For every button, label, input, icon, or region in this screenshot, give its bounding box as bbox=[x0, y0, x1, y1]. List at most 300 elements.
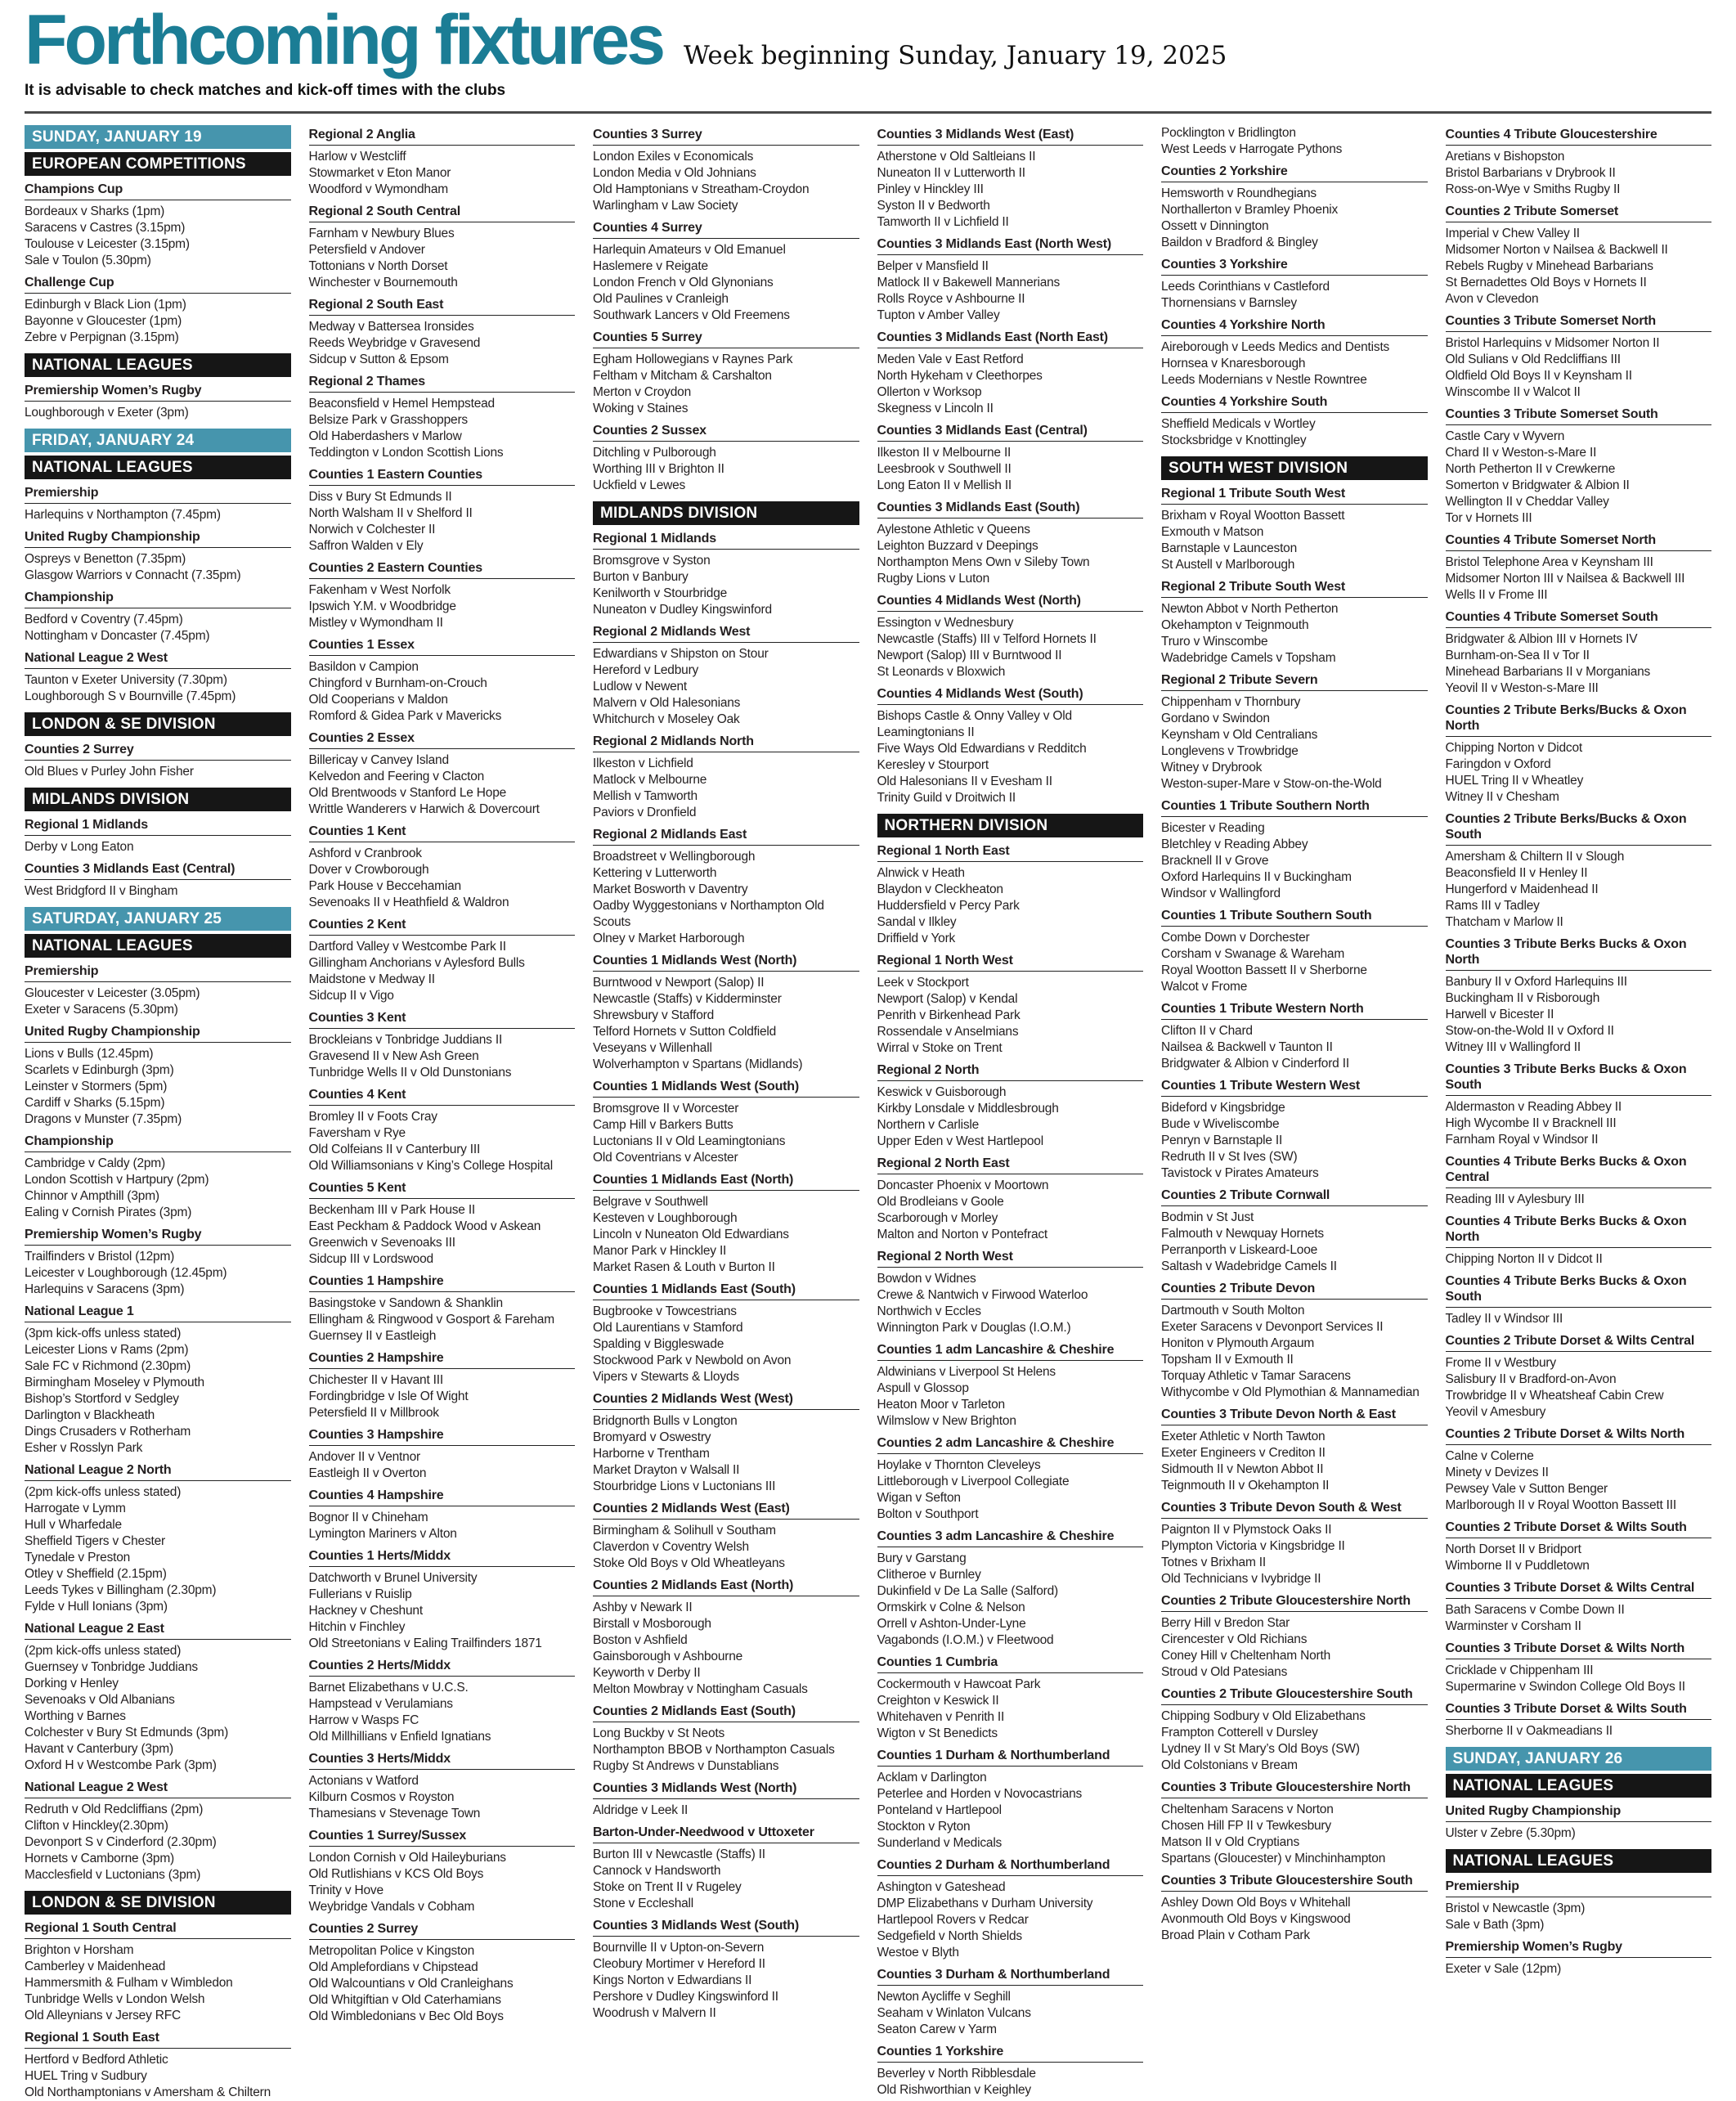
fixture: Gainsborough v Ashbourne bbox=[593, 1649, 743, 1663]
fixture: Tynedale v Preston bbox=[25, 1550, 131, 1565]
fixture: Sevenoaks II v Heathfield & Waldron bbox=[308, 895, 509, 909]
fixture: Olney v Market Harborough bbox=[593, 931, 745, 945]
fixture: Wigan v Sefton bbox=[877, 1490, 961, 1505]
fixture: Kenilworth v Stourbridge bbox=[593, 586, 728, 600]
league-header: National League 1 bbox=[25, 1304, 291, 1322]
league-header: National League 2 West bbox=[25, 650, 291, 669]
fixture: Gravesend II v New Ash Green bbox=[308, 1048, 479, 1063]
fixture: Bristol Barbarians v Drybrook II bbox=[1445, 165, 1616, 180]
fixture: Keswick v Guisborough bbox=[877, 1084, 1007, 1099]
league-header: Counties 1 Yorkshire bbox=[877, 2044, 1144, 2063]
fixture: Pinley v Hinckley III bbox=[877, 182, 984, 196]
fixture: Long Eaton II v Mellish II bbox=[877, 478, 1012, 492]
fixture: Newport (Salop) v Kendal bbox=[877, 991, 1018, 1006]
league-header: Counties 3 Tribute Dorset & Wilts South bbox=[1446, 1701, 1712, 1720]
fixture: Atherstone v Old Saltleians II bbox=[877, 149, 1036, 164]
fixture: Exeter Athletic v North Tawton bbox=[1161, 1429, 1326, 1443]
league-header: Counties 3 Surrey bbox=[593, 127, 859, 146]
fixture: Fylde v Hull Ionians (3pm) bbox=[25, 1599, 168, 1614]
fixture: Dragons v Munster (7.35pm) bbox=[25, 1111, 182, 1126]
fixture: East Peckham & Paddock Wood v Askean bbox=[308, 1219, 541, 1233]
fixture: Sherborne II v Oakmeadians II bbox=[1445, 1723, 1613, 1738]
fixture: Cirencester v Old Richians bbox=[1161, 1632, 1308, 1646]
league-header: Championship bbox=[25, 1134, 291, 1152]
fixture: Hornets v Camborne (3pm) bbox=[25, 1851, 174, 1865]
fixture: Winchester v Bournemouth bbox=[308, 275, 458, 290]
fixture: Barnstaple v Launceston bbox=[1161, 541, 1298, 555]
fixture: Petersfield II v Millbrook bbox=[308, 1405, 439, 1420]
fixture: Aireborough v Leeds Medics and Dentists bbox=[1161, 339, 1390, 354]
fixture: Cockermouth v Hawcoat Park bbox=[877, 1677, 1041, 1691]
fixture: Dorking v Henley bbox=[25, 1676, 119, 1690]
league-header: Counties 2 Tribute Cornwall bbox=[1161, 1187, 1428, 1206]
fixture: Sale v Bath (3pm) bbox=[1445, 1917, 1545, 1932]
fixture: Long Buckby v St Neots bbox=[593, 1726, 725, 1740]
fixture: Harlequins v Northampton (7.45pm) bbox=[25, 507, 221, 522]
fixture: Nuneaton v Dudley Kingswinford bbox=[593, 602, 772, 617]
fixture: Harwell v Bicester II bbox=[1445, 1007, 1554, 1021]
fixture: Torquay Athletic v Tamar Saracens bbox=[1161, 1368, 1351, 1383]
fixture: Withycombe v Old Plymothian & Mannamedian bbox=[1161, 1385, 1420, 1399]
fixture: Wadebridge Camels v Topsham bbox=[1161, 650, 1336, 665]
fixture: Peterlee and Horden v Novocastrians bbox=[877, 1786, 1083, 1801]
fixture: Bordeaux v Sharks (1pm) bbox=[25, 204, 165, 218]
fixture: Cambridge v Caldy (2pm) bbox=[25, 1156, 165, 1170]
fixture: Bugbrooke v Towcestrians bbox=[593, 1304, 737, 1318]
fixture: Hampstead v Verulamians bbox=[308, 1696, 453, 1711]
fixture: Old Brentwoods v Stanford Le Hope bbox=[308, 785, 507, 800]
fixture: Burntwood v Newport (Salop) II bbox=[593, 975, 765, 990]
fixture: Bromyard v Oswestry bbox=[593, 1430, 711, 1444]
fixture: Chipping Sodbury v Old Elizabethans bbox=[1161, 1708, 1366, 1723]
fixture: Exeter Saracens v Devonport Services II bbox=[1161, 1319, 1384, 1334]
fixture: Berry Hill v Bredon Star bbox=[1161, 1615, 1290, 1630]
fixture: Sidcup II v Vigo bbox=[308, 988, 394, 1003]
fixture: Newcastle (Staffs) v Kidderminster bbox=[593, 991, 782, 1006]
fixture: Old Streetonians v Ealing Trailfinders 1871 bbox=[308, 1636, 542, 1650]
fixture: Ross-on-Wye v Smiths Rugby II bbox=[1445, 182, 1621, 196]
fixture: Sale FC v Richmond (2.30pm) bbox=[25, 1358, 191, 1373]
advisory-notice: It is advisable to check matches and kick-off times with the clubs bbox=[25, 81, 506, 99]
fixture: Warlingham v Law Society bbox=[593, 198, 738, 213]
fixture: Barnet Elizabethans v U.C.S. bbox=[308, 1680, 469, 1695]
day-header: SUNDAY, JANUARY 26 bbox=[1446, 1747, 1712, 1771]
fixture: Beaconsfield v Hemel Hempstead bbox=[308, 396, 495, 411]
league-header: Counties 2 Essex bbox=[309, 730, 576, 749]
fixture: Leinster v Stormers (5pm) bbox=[25, 1079, 168, 1093]
masthead bbox=[25, 1, 1711, 79]
fixture: Exeter Engineers v Crediton II bbox=[1161, 1445, 1326, 1460]
fixture: London Scottish v Hartpury (2pm) bbox=[25, 1172, 209, 1187]
league-header: Counties 3 Midlands West (South) bbox=[593, 1918, 859, 1937]
league-header: Counties 2 Surrey bbox=[309, 1921, 576, 1940]
fixture: Beverley v North Ribblesdale bbox=[877, 2066, 1036, 2081]
fixture: Old Millhillians v Enfield Ignatians bbox=[308, 1729, 491, 1744]
fixture: Royal Wootton Bassett II v Sherborne bbox=[1161, 963, 1367, 977]
fixture: Trailfinders v Bristol (12pm) bbox=[25, 1249, 175, 1264]
fixture: Dover v Crowborough bbox=[308, 862, 429, 877]
fixture: Trowbridge II v Wheatsheaf Cabin Crew bbox=[1445, 1388, 1664, 1403]
fixture: Newton Abbot v North Petherton bbox=[1161, 601, 1339, 616]
fixture: Fordingbridge v Isle Of Wight bbox=[308, 1389, 469, 1403]
fixture: Aldridge v Leek II bbox=[593, 1802, 689, 1817]
fixture: Tor v Hornets III bbox=[1445, 510, 1532, 525]
day-header: SATURDAY, JANUARY 25 bbox=[25, 907, 291, 931]
fixture: Ilkeston II v Melbourne II bbox=[877, 445, 1012, 460]
fixture: Bolton v Southport bbox=[877, 1506, 979, 1521]
fixture: Old Cooperians v Maldon bbox=[308, 692, 448, 707]
league-header: Counties 1 Tribute Southern South bbox=[1161, 908, 1428, 927]
fixture: Seaham v Winlaton Vulcans bbox=[877, 2005, 1031, 2020]
fixture: Perranporth v Liskeard-Looe bbox=[1161, 1242, 1318, 1257]
fixture: Fullerians v Ruislip bbox=[308, 1587, 412, 1601]
league-header: Counties 4 Tribute Berks Bucks & Oxon Central bbox=[1446, 1154, 1712, 1188]
fixture: Chard II v Weston-s-Mare II bbox=[1445, 445, 1597, 460]
fixture: Tottonians v North Dorset bbox=[308, 258, 448, 273]
league-header: Counties 2 Midlands East (North) bbox=[593, 1578, 859, 1596]
fixture: Old Northamptonians v Amersham & Chiltern bbox=[25, 2085, 271, 2099]
league-header: Counties 3 Tribute Berks Bucks & Oxon North bbox=[1446, 936, 1712, 971]
fixture: Somerton v Bridgwater & Albion II bbox=[1445, 478, 1630, 492]
league-header: Barton-Under-Needwood v Uttoxeter bbox=[593, 1825, 859, 1843]
fixture: Falmouth v Newquay Hornets bbox=[1161, 1226, 1324, 1241]
fixture: Guernsey v Tonbridge Juddians bbox=[25, 1659, 198, 1674]
fixture: Sevenoaks v Old Albanians bbox=[25, 1692, 175, 1707]
fixture: Billericay v Canvey Island bbox=[308, 752, 449, 767]
league-header: Counties 3 Tribute Dorset & Wilts Central bbox=[1446, 1580, 1712, 1599]
league-header: Counties 4 Surrey bbox=[593, 220, 859, 239]
fixture: Telford Hornets v Sutton Coldfield bbox=[593, 1024, 777, 1039]
fixture: Skegness v Lincoln II bbox=[877, 401, 994, 415]
fixture: HUEL Tring v Sudbury bbox=[25, 2068, 147, 2083]
fixture: Devonport S v Cinderford (2.30pm) bbox=[25, 1834, 217, 1849]
fixture: West Bridgford II v Bingham bbox=[25, 883, 178, 898]
league-header: Counties 3 Tribute Berks Bucks & Oxon South bbox=[1446, 1062, 1712, 1096]
fixture: Old Paulines v Cranleigh bbox=[593, 291, 729, 306]
fixture: Bridgwater & Albion III v Hornets IV bbox=[1445, 631, 1638, 646]
league-header: Counties 4 Tribute Berks Bucks & Oxon South bbox=[1446, 1273, 1712, 1308]
league-header: Counties 4 Yorkshire North bbox=[1161, 317, 1428, 336]
fixture: Alnwick v Heath bbox=[877, 865, 965, 880]
league-header: National League 2 East bbox=[25, 1621, 291, 1640]
fixture: Avonmouth Old Boys v Kingswood bbox=[1161, 1911, 1351, 1926]
fixture: Wigton v St Benedicts bbox=[877, 1726, 998, 1740]
fixture: Stocksbridge v Knottingley bbox=[1161, 433, 1307, 447]
league-header: Regional 2 Thames bbox=[309, 374, 576, 393]
fixture: Belper v Mansfield II bbox=[877, 258, 989, 273]
fixture: Old Halesonians II v Evesham II bbox=[877, 774, 1052, 788]
league-header: Counties 3 Kent bbox=[309, 1010, 576, 1029]
league-header: Counties 3 Tribute Somerset South bbox=[1446, 406, 1712, 425]
fixture: Burnham-on-Sea II v Tor II bbox=[1445, 648, 1590, 662]
fixture: Old Brodleians v Goole bbox=[877, 1194, 1004, 1209]
league-header: Regional 2 Midlands East bbox=[593, 827, 859, 846]
fixture: Northern v Carlisle bbox=[877, 1117, 980, 1132]
fixture: Birstall v Mosborough bbox=[593, 1616, 711, 1631]
fixture: Exmouth v Matson bbox=[1161, 524, 1264, 539]
fixture: Aylestone Athletic v Queens bbox=[877, 522, 1030, 536]
column-1 bbox=[25, 125, 291, 2101]
fixture: Tavistock v Pirates Amateurs bbox=[1161, 1165, 1319, 1180]
fixture: Frampton Cotterell v Dursley bbox=[1161, 1725, 1318, 1740]
fixture: Loughborough S v Bournville (7.45pm) bbox=[25, 689, 236, 703]
fixture: Veseyans v Willenhall bbox=[593, 1040, 712, 1055]
league-header: Regional 1 Tribute South West bbox=[1161, 486, 1428, 505]
fixture: Redruth II v St Ives (SW) bbox=[1161, 1149, 1298, 1164]
fixture: Hoylake v Thornton Cleveleys bbox=[877, 1457, 1041, 1472]
league-header: Counties 3 Tribute Devon South & West bbox=[1161, 1500, 1428, 1519]
fixture: Basingstoke v Sandown & Shanklin bbox=[308, 1295, 503, 1310]
fixture: Rolls Royce v Ashbourne II bbox=[877, 291, 1025, 306]
league-header: Counties 2 Tribute Dorset & Wilts South bbox=[1446, 1520, 1712, 1538]
fixture: Maidstone v Medway II bbox=[308, 972, 435, 986]
fixture: Wellington II v Cheddar Valley bbox=[1445, 494, 1609, 509]
fixture: Old Colfeians II v Canterbury III bbox=[308, 1142, 481, 1156]
fixture: Stockton v Ryton bbox=[877, 1819, 971, 1834]
fixture: Northwich v Eccles bbox=[877, 1304, 981, 1318]
fixture: Kirkby Lonsdale v Middlesbrough bbox=[877, 1101, 1059, 1116]
league-header: Regional 1 South East bbox=[25, 2030, 291, 2049]
fixture: Wirral v Stoke on Trent bbox=[877, 1040, 1003, 1055]
fixture: Haslemere v Reigate bbox=[593, 258, 708, 273]
fixture: Bodmin v St Just bbox=[1161, 1210, 1254, 1224]
fixture: Spalding v Biggleswade bbox=[593, 1336, 724, 1351]
fixture: Reeds Weybridge v Gravesend bbox=[308, 335, 481, 350]
fixture: Basildon v Campion bbox=[308, 659, 419, 674]
league-header: Counties 1 Midlands West (South) bbox=[593, 1079, 859, 1098]
fixture: Sandal v Ilkley bbox=[877, 914, 957, 929]
league-header: Regional 1 North West bbox=[877, 953, 1144, 972]
fixture: Hemsworth v Roundhegians bbox=[1161, 186, 1317, 200]
fixture: Kings Norton v Edwardians II bbox=[593, 1973, 752, 1987]
fixture: Merton v Croydon bbox=[593, 384, 691, 399]
fixture: Baildon v Bradford & Bingley bbox=[1161, 235, 1318, 249]
fixture: Egham Hollowegians v Raynes Park bbox=[593, 352, 793, 366]
fixture: Imperial v Chew Valley II bbox=[1445, 226, 1580, 240]
fixture: Rugby St Andrews v Dunstablians bbox=[593, 1758, 779, 1773]
fixture: Old Colstonians v Bream bbox=[1161, 1758, 1298, 1772]
fixture: Oadby Wyggestonians v Northampton Old Scouts bbox=[593, 898, 824, 929]
fixture: Actonians v Watford bbox=[308, 1773, 419, 1788]
fixture: Bicester v Reading bbox=[1161, 820, 1265, 835]
fixture: Tamworth II v Lichfield II bbox=[877, 214, 1009, 229]
fixture: Leeds Tykes v Billingham (2.30pm) bbox=[25, 1582, 217, 1597]
league-header: Counties 4 Kent bbox=[309, 1087, 576, 1106]
day-header: SUNDAY, JANUARY 19 bbox=[25, 125, 291, 149]
fixture: Harrogate v Lymm bbox=[25, 1501, 126, 1515]
fixture: Old Wimbledonians v Bec Old Boys bbox=[308, 2009, 504, 2023]
fixture: Norwich v Colchester II bbox=[308, 522, 436, 536]
fixture: London Media v Old Johnians bbox=[593, 165, 756, 180]
week-beginning-subtitle: Week beginning Sunday, January 19, 2025 bbox=[684, 41, 1227, 70]
league-header: Regional 2 Tribute Severn bbox=[1161, 672, 1428, 691]
fixture: London Exiles v Economicals bbox=[593, 149, 754, 164]
fixture: Wilmslow v New Brighton bbox=[877, 1413, 1016, 1428]
fixture: Farnham Royal v Windsor II bbox=[1445, 1132, 1599, 1147]
league-header: Counties 1 Midlands East (North) bbox=[593, 1172, 859, 1191]
league-header: Counties 1 Surrey/Sussex bbox=[309, 1828, 576, 1847]
fixture: Keyworth v Derby II bbox=[593, 1665, 701, 1680]
column-2 bbox=[309, 125, 576, 2025]
fixture: Bromsgrove v Syston bbox=[593, 553, 711, 568]
fixture: Witney v Drybrook bbox=[1161, 760, 1263, 774]
league-header: Counties 2 Sussex bbox=[593, 423, 859, 442]
fixture: Woodrush v Malvern II bbox=[593, 2005, 716, 2020]
fixture: Plympton Victoria v Kingsbridge II bbox=[1161, 1538, 1345, 1553]
fixture: Bracknell II v Grove bbox=[1161, 853, 1269, 868]
kickoff-note: (3pm kick-offs unless stated) bbox=[25, 1326, 182, 1340]
league-header: Championship bbox=[25, 590, 291, 608]
league-header: Counties 1 Essex bbox=[309, 637, 576, 656]
section-header: MIDLANDS DIVISION bbox=[593, 501, 859, 525]
fixture: Newton Aycliffe v Seghill bbox=[877, 1989, 1011, 2004]
fixture: Chipping Norton II v Didcot II bbox=[1445, 1251, 1603, 1266]
fixture: Manor Park v Hinckley II bbox=[593, 1243, 727, 1258]
league-header: Regional 2 North East bbox=[877, 1156, 1144, 1174]
fixture: Bayonne v Gloucester (1pm) bbox=[25, 313, 182, 328]
fixture: Thornensians v Barnsley bbox=[1161, 295, 1297, 310]
fixture: Sheffield Tigers v Chester bbox=[25, 1533, 165, 1548]
league-header: Premiership Women’s Rugby bbox=[25, 383, 291, 402]
fixture: Stroud v Old Patesians bbox=[1161, 1664, 1288, 1679]
fixture: Beckenham III v Park House II bbox=[308, 1202, 476, 1217]
league-header: Regional 1 North East bbox=[877, 843, 1144, 862]
fixture: Walcot v Frome bbox=[1161, 979, 1248, 994]
fixture: Old Blues v Purley John Fisher bbox=[25, 764, 194, 779]
fixture: Edinburgh v Black Lion (1pm) bbox=[25, 297, 186, 312]
league-header: Regional 1 Midlands bbox=[593, 531, 859, 550]
fixture: Oldfield Old Boys II v Keynsham II bbox=[1445, 368, 1632, 383]
fixture: Harlow v Westcliff bbox=[308, 149, 406, 164]
fixture: Keynsham v Old Centralians bbox=[1161, 727, 1318, 742]
fixture: Nuneaton II v Lutterworth II bbox=[877, 165, 1025, 180]
section-header: SOUTH WEST DIVISION bbox=[1161, 456, 1428, 480]
fixture: Southwark Lancers v Old Freemens bbox=[593, 308, 790, 322]
fixture: Ashford v Cranbrook bbox=[308, 846, 422, 860]
fixture: Ulster v Zebre (5.30pm) bbox=[1445, 1825, 1576, 1840]
fixture: Pewsey Vale v Sutton Benger bbox=[1445, 1481, 1608, 1496]
fixture: Gloucester v Leicester (3.05pm) bbox=[25, 985, 200, 1000]
fixture: Cricklade v Chippenham III bbox=[1445, 1663, 1594, 1677]
section-header: NORTHERN DIVISION bbox=[877, 814, 1144, 837]
league-header: Counties 3 Tribute Devon North & East bbox=[1161, 1407, 1428, 1425]
fixture: Heaton Moor v Tarleton bbox=[877, 1397, 1005, 1412]
fixture: Ashley Down Old Boys v Whitehall bbox=[1161, 1895, 1351, 1910]
fixture: Thatcham v Marlow II bbox=[1445, 914, 1563, 929]
fixture: Castle Cary v Wyvern bbox=[1445, 429, 1565, 443]
fixture: Leeds Modernians v Nestle Rowntree bbox=[1161, 372, 1367, 387]
fixture: Diss v Bury St Edmunds II bbox=[308, 489, 452, 504]
fixture: Gordano v Swindon bbox=[1161, 711, 1270, 725]
fixture: Hull v Wharfedale bbox=[25, 1517, 122, 1532]
column-5 bbox=[1161, 125, 1428, 1944]
fixture: Mistley v Wymondham II bbox=[308, 615, 443, 630]
league-header: Counties 4 Yorkshire South bbox=[1161, 394, 1428, 413]
fixture: Faringdon v Oxford bbox=[1445, 756, 1551, 771]
section-header: MIDLANDS DIVISION bbox=[25, 788, 291, 811]
fixture: Five Ways Old Edwardians v Redditch bbox=[877, 741, 1087, 756]
fixture: Boston v Ashfield bbox=[593, 1632, 688, 1647]
fixture: Honiton v Plymouth Argaum bbox=[1161, 1336, 1315, 1350]
fixture: Andover II v Ventnor bbox=[308, 1449, 420, 1464]
fixtures-columns bbox=[25, 125, 1711, 2101]
league-header: Counties 2 Tribute Somerset bbox=[1446, 204, 1712, 222]
fixture: Bude v Wiveliscombe bbox=[1161, 1116, 1280, 1131]
day-header: FRIDAY, JANUARY 24 bbox=[25, 429, 291, 452]
fixture: Bideford v Kingsbridge bbox=[1161, 1100, 1285, 1115]
fixture: Edwardians v Shipston on Stour bbox=[593, 646, 769, 661]
fixture: Yeovil v Amesbury bbox=[1445, 1404, 1546, 1419]
fixture: Teddington v London Scottish Lions bbox=[308, 445, 504, 460]
fixture: Crewe & Nantwich v Firwood Waterloo bbox=[877, 1287, 1088, 1302]
fixture: Exeter v Saracens (5.30pm) bbox=[25, 1002, 178, 1017]
fixture: Belgrave v Southwell bbox=[593, 1194, 708, 1209]
fixture: Broad Plain v Cotham Park bbox=[1161, 1928, 1310, 1942]
fixture: Newcastle (Staffs) III v Telford Hornets II bbox=[877, 631, 1097, 646]
league-header: United Rugby Championship bbox=[25, 1024, 291, 1043]
fixture: Guernsey II v Eastleigh bbox=[308, 1328, 437, 1343]
fixture: Penrith v Birkenhead Park bbox=[877, 1008, 1021, 1022]
fixture: Bath Saracens v Combe Down II bbox=[1445, 1602, 1625, 1617]
league-header: Counties 3 Durham & Northumberland bbox=[877, 1967, 1144, 1986]
fixture: Bognor II v Chineham bbox=[308, 1510, 428, 1524]
fixture: Sedgefield v North Shields bbox=[877, 1928, 1022, 1943]
fixture: High Wycombe II v Bracknell III bbox=[1445, 1116, 1617, 1130]
fixture: Petersfield v Andover bbox=[308, 242, 425, 257]
fixture: Ashington v Gateshead bbox=[877, 1879, 1006, 1894]
league-header: Counties 2 Midlands West (West) bbox=[593, 1391, 859, 1410]
fixture: Pershore v Dudley Kingswinford II bbox=[593, 1989, 778, 2004]
league-header: Counties 2 Tribute Dorset & Wilts North bbox=[1446, 1426, 1712, 1445]
fixture: Midsomer Norton III v Nailsea & Backwell III bbox=[1445, 571, 1685, 586]
fixture: Derby v Long Eaton bbox=[25, 839, 134, 854]
fixture: Macclesfield v Luctonians (3pm) bbox=[25, 1867, 201, 1882]
league-header: Counties 3 Midlands West (East) bbox=[877, 127, 1144, 146]
league-header: Counties 2 Surrey bbox=[25, 742, 291, 761]
fixture: Woking v Staines bbox=[593, 401, 689, 415]
fixture: Hornsea v Knaresborough bbox=[1161, 356, 1306, 370]
fixture: Old Hamptonians v Streatham-Croydon bbox=[593, 182, 810, 196]
fixture: Bishop’s Stortford v Sedgley bbox=[25, 1391, 179, 1406]
fixture: Tunbridge Wells II v Old Dunstonians bbox=[308, 1065, 512, 1080]
fixture: Brighton v Horsham bbox=[25, 1942, 134, 1957]
fixture: Witney II v Chesham bbox=[1445, 789, 1559, 804]
fixture: Hereford v Ledbury bbox=[593, 662, 699, 677]
league-header: Counties 2 Tribute Berks/Bucks & Oxon South bbox=[1446, 811, 1712, 846]
fixture: Faversham v Rye bbox=[308, 1125, 406, 1140]
fixture: Scarlets v Edinburgh (3pm) bbox=[25, 1062, 174, 1077]
fixture: Clifton v Hinckley(2.30pm) bbox=[25, 1818, 168, 1833]
league-header: Counties 3 adm Lancashire & Cheshire bbox=[877, 1529, 1144, 1547]
fixture: Warminster v Corsham II bbox=[1445, 1618, 1581, 1633]
league-header: Counties 1 Cumbria bbox=[877, 1654, 1144, 1673]
league-header: Counties 1 Tribute Western North bbox=[1161, 1001, 1428, 1020]
section-header: NATIONAL LEAGUES bbox=[25, 934, 291, 958]
fixture: Northallerton v Bramley Phoenix bbox=[1161, 202, 1339, 217]
fixture: Worthing III v Brighton II bbox=[593, 461, 724, 476]
fixture: Eastleigh II v Overton bbox=[308, 1466, 427, 1480]
league-header: Regional 2 North West bbox=[877, 1249, 1144, 1268]
fixture: Pocklington v Bridlington bbox=[1161, 125, 1296, 140]
fixture: London French v Old Glynonians bbox=[593, 275, 774, 290]
fixture: Bishops Castle & Onny Valley v Old Leamingtonians II bbox=[877, 708, 1072, 739]
fixture: Paviors v Dronfield bbox=[593, 805, 697, 819]
fixture: Kelvedon and Feering v Clacton bbox=[308, 769, 485, 783]
fixture: Meden Vale v East Retford bbox=[877, 352, 1024, 366]
fixture: Harlequins v Saracens (3pm) bbox=[25, 1282, 185, 1296]
fixture: Aretians v Bishopston bbox=[1445, 149, 1565, 164]
fixture: Seaton Carew v Yarm bbox=[877, 2022, 997, 2036]
